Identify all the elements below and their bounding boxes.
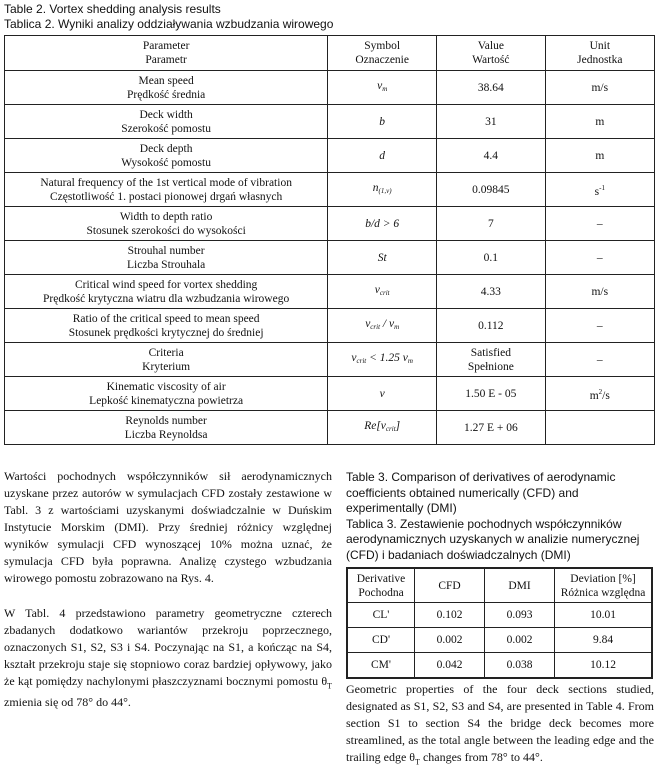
symbol-cell	[328, 173, 437, 207]
symbol: b	[379, 115, 386, 128]
table-row	[5, 207, 655, 241]
value-cell	[437, 275, 545, 309]
value: 7	[487, 217, 494, 230]
symbol: d	[379, 149, 386, 162]
parameter-en: Criteria	[148, 346, 184, 359]
value-cell	[437, 207, 545, 241]
parameter-pl: Liczba Strouhala	[127, 258, 206, 271]
symbol: v	[365, 318, 371, 330]
parameter-cell	[5, 207, 328, 241]
table-row	[5, 377, 655, 411]
header-symbol: Symbol Oznaczenie	[328, 36, 437, 71]
paragraph-en: Geometric properties of the four deck sections studied, designated as S1, S2, S3 and S4, are presented in Table 4. From section S1 to section S4 the bridge deck becomes more streamlined, as the total angle between the leading edge and the trailing edge $\theta_T$ changes from 78° to 44°.	[346, 682, 654, 767]
table-row	[5, 275, 655, 309]
symbol-cell	[328, 343, 437, 377]
value: 31	[485, 115, 497, 128]
symbol: St	[377, 251, 387, 264]
symbol-subscript-2: m	[394, 323, 400, 331]
header-value: Value Wartość	[437, 36, 545, 71]
value: 4.4	[483, 149, 499, 162]
value: 0.112	[478, 319, 504, 332]
unit: –	[596, 217, 603, 230]
symbol: Re[v	[364, 420, 386, 432]
derivative-name: CL'	[347, 603, 415, 628]
symbol: v	[374, 284, 380, 296]
parameter-cell	[5, 343, 328, 377]
symbol-cell	[328, 275, 437, 309]
unit-cell	[545, 207, 654, 241]
header-dmi: DMI	[485, 568, 555, 603]
table2-header-row	[5, 36, 655, 71]
symbol-subscript: crit	[379, 289, 390, 297]
table3-caption-en: Table 3. Comparison of derivatives of aerodynamic coefficients obtained numerically (CFD) and experimentally (DMI)	[346, 470, 616, 515]
unit: m	[595, 149, 605, 162]
symbol-cell	[328, 105, 437, 139]
unit-cell	[545, 275, 654, 309]
symbol-cell	[328, 71, 437, 105]
parameter-pl: Kryterium	[142, 360, 191, 373]
unit-cell	[545, 377, 654, 411]
parameter-pl: Liczba Reynoldsa	[124, 428, 208, 441]
parameter-en: Mean speed	[138, 74, 194, 87]
parameter-pl: Prędkość średnia	[127, 88, 206, 101]
value: 1.27 E + 06	[463, 421, 518, 434]
parameter-cell	[5, 173, 328, 207]
table-row	[5, 105, 655, 139]
symbol-cell	[328, 207, 437, 241]
symbol: v	[351, 352, 357, 364]
parameter-cell	[5, 241, 328, 275]
unit-exponent: -1	[599, 183, 605, 192]
table-row	[347, 653, 652, 679]
symbol-tail: / v	[380, 318, 395, 330]
unit: m/s	[591, 81, 609, 94]
value: Satisfied	[470, 346, 511, 359]
unit-cell	[545, 71, 654, 105]
unit: –	[596, 251, 603, 264]
parameter-cell	[5, 71, 328, 105]
table3-header-row	[347, 568, 652, 603]
value-cell	[437, 377, 545, 411]
derivative-name: CD'	[347, 628, 415, 653]
parameter-pl: Prędkość krytyczna wiatru dla wzbudzania wirowego	[43, 292, 290, 305]
value-cell	[437, 71, 545, 105]
parameter-pl: Wysokość pomostu	[121, 156, 211, 169]
table3-caption-pl: Tablica 3. Zestawienie pochodnych współczynników aerodynamicznych uzyskanych w analizie numerycznej (CFD) i badaniach doświadczalnych (DMI)	[346, 516, 640, 562]
value: 38.64	[477, 81, 504, 94]
value: 1.50 E - 05	[465, 387, 517, 400]
table-row	[5, 173, 655, 207]
parameter-en: Deck depth	[139, 142, 193, 155]
derivative-name: CM'	[347, 653, 415, 679]
symbol-cell	[328, 309, 437, 343]
cfd-value: 0.102	[415, 603, 485, 628]
header-unit: Unit Jednostka	[545, 36, 654, 71]
unit: m	[589, 389, 599, 402]
symbol-tail: < 1.25 v	[366, 352, 408, 364]
paragraph-pl-2: W Tabl. 4 przedstawiono parametry geometryczne czterech zbadanych dodatkowo wariantów przekroju poprzecznego, oznaczonych S1, S2, S3 i S4. Poczynając na S1, a kończąc na S4, kształt przekroju staje się stopniowo coraz bardziej opływowy, jako że kąt pomiędzy nachylonymi płaszczyznami bocznymi pomostu $\theta_T$ zmienia się od 78° do 44°.	[4, 606, 332, 710]
value: 0.1	[483, 251, 499, 264]
parameter-pl: Lepkość kinematyczna powietrza	[89, 394, 244, 407]
paragraph-pl-1: Wartości pochodnych współczynników sił aerodynamicznych uzyskane przez autorów w symulacjach CFD zostały zestawione w Tabl. 3 z wartościami uzyskanymi doświadczalnie w Duńskim Instytucie Morskim (DMI). Przy średniej różnicy względnej wyników symulacji CFD wynoszącej 10% można uznać, że symulacja CFD była poprawna. Analizę czystego wzbudzania wirowego pomostu zobrazowano na Rys. 4.	[4, 469, 332, 585]
value-cell	[437, 411, 545, 445]
cfd-value: 0.042	[415, 653, 485, 679]
symbol-subscript: crit	[356, 357, 367, 365]
dmi-value: 0.002	[485, 628, 555, 653]
parameter-cell	[5, 411, 328, 445]
symbol-cell	[328, 241, 437, 275]
symbol: b/d > 6	[365, 217, 400, 230]
parameter-pl: Stosunek szerokości do wysokości	[86, 224, 246, 237]
value-cell	[437, 241, 545, 275]
unit-cell	[545, 139, 654, 173]
header-cfd: CFD	[415, 568, 485, 603]
value-cell	[437, 343, 545, 377]
symbol-subscript: (1,v)	[378, 187, 392, 195]
value-cell	[437, 105, 545, 139]
unit-tail: /s	[602, 389, 610, 402]
parameter-cell	[5, 275, 328, 309]
table-row	[5, 139, 655, 173]
symbol: n	[372, 182, 379, 194]
parameter-pl: Częstotliwość 1. postaci pionowej drgań własnych	[49, 190, 283, 203]
table-row	[5, 343, 655, 377]
table-row	[347, 628, 652, 653]
table-row	[347, 603, 652, 628]
value-cell	[437, 173, 545, 207]
deviation-value: 10.12	[555, 653, 653, 679]
table-row	[5, 71, 655, 105]
parameter-en: Deck width	[139, 108, 193, 121]
symbol: v	[377, 80, 383, 92]
value: 4.33	[480, 285, 501, 298]
value-cell	[437, 309, 545, 343]
cfd-value: 0.002	[415, 628, 485, 653]
unit: –	[596, 353, 603, 366]
symbol-subscript: m	[382, 85, 388, 93]
table2	[4, 35, 655, 445]
table2-caption	[4, 2, 333, 32]
symbol-subscript: crit	[385, 425, 396, 433]
parameter-en: Kinematic viscosity of air	[106, 380, 226, 393]
unit-cell	[545, 309, 654, 343]
value-pl: Spełnione	[467, 360, 514, 373]
parameter-pl: Stosunek prędkości krytycznej do średniej	[68, 326, 264, 339]
deviation-value: 9.84	[555, 628, 653, 653]
parameter-cell	[5, 309, 328, 343]
parameter-en: Critical wind speed for vortex shedding	[74, 278, 258, 291]
unit-cell	[545, 241, 654, 275]
header-derivative: Derivative Pochodna	[347, 568, 415, 603]
unit: m	[595, 115, 605, 128]
parameter-en: Natural frequency of the 1st vertical mode of vibration	[40, 176, 292, 189]
table-row	[5, 411, 655, 445]
table3	[346, 567, 653, 679]
symbol-cell	[328, 377, 437, 411]
value: 0.09845	[472, 183, 510, 196]
unit-cell	[545, 343, 654, 377]
header-parameter: Parameter Parametr	[5, 36, 328, 71]
unit: s	[594, 185, 600, 198]
table2-caption-en: Table 2. Vortex shedding analysis results	[4, 2, 221, 16]
symbol: ν	[379, 387, 385, 400]
symbol-cell	[328, 411, 437, 445]
parameter-en: Strouhal number	[127, 244, 205, 257]
unit: m/s	[591, 285, 609, 298]
unit: –	[596, 319, 603, 332]
unit-cell	[545, 173, 654, 207]
parameter-en: Reynolds number	[125, 414, 207, 427]
parameter-cell	[5, 139, 328, 173]
deviation-value: 10.01	[555, 603, 653, 628]
table2-caption-pl: Tablica 2. Wyniki analizy oddziaływania wzbudzania wirowego	[4, 17, 334, 31]
symbol-tail: ]	[395, 420, 401, 432]
header-deviation: Deviation [%] Różnica względna	[555, 568, 653, 603]
dmi-value: 0.093	[485, 603, 555, 628]
parameter-en: Ratio of the critical speed to mean speed	[72, 312, 260, 325]
unit-cell	[545, 411, 654, 445]
table-row	[5, 241, 655, 275]
dmi-value: 0.038	[485, 653, 555, 679]
unit-cell	[545, 105, 654, 139]
unit-exponent: 2	[598, 387, 603, 396]
table3-caption	[346, 470, 656, 563]
table-row	[5, 309, 655, 343]
parameter-en: Width to depth ratio	[119, 210, 213, 223]
parameter-cell	[5, 377, 328, 411]
symbol-subscript-2: m	[407, 357, 413, 365]
value-cell	[437, 139, 545, 173]
parameter-cell	[5, 105, 328, 139]
symbol-cell	[328, 139, 437, 173]
symbol-subscript: crit	[370, 323, 381, 331]
parameter-pl: Szerokość pomostu	[121, 122, 212, 135]
